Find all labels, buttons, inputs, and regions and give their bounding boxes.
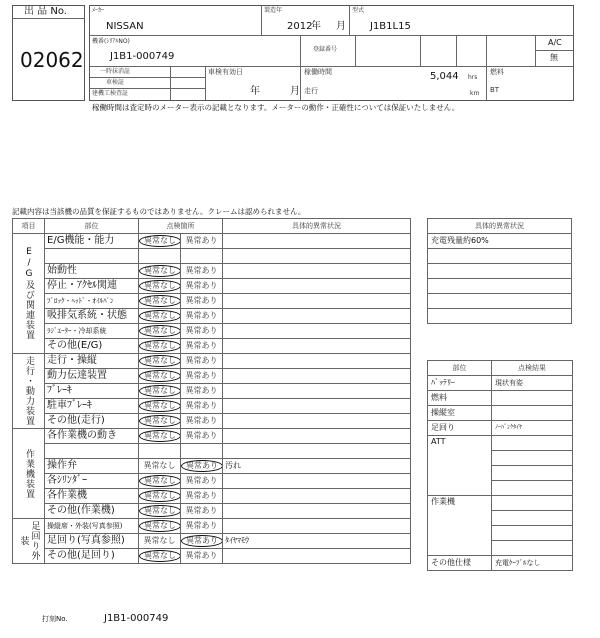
part-cell	[45, 249, 139, 264]
detail-cell	[223, 249, 411, 264]
part-cell: その他(E/G)	[45, 339, 139, 354]
abnormal-mark-cell	[181, 519, 223, 534]
abnormal-mark-cell	[181, 429, 223, 444]
side-detail-row	[428, 279, 572, 294]
side-detail-row	[428, 249, 572, 264]
abnormal-label: 異常あり	[185, 521, 218, 530]
part-cell: 足回り(写真参照)	[45, 534, 139, 549]
abnormal-label: 異常あり	[185, 386, 218, 395]
stamp-label: 打刻No.	[42, 615, 68, 623]
maker-label: ﾒｰｶｰ	[92, 7, 105, 14]
ac-label: A/C	[548, 38, 562, 47]
category-cell: 走行・動力装置	[13, 354, 45, 429]
inspection-header-row	[13, 219, 411, 234]
side-part-undercarriage: 足回り	[428, 421, 492, 436]
detail-cell	[223, 489, 411, 504]
abnormal-mark-cell	[181, 339, 223, 354]
abnormal-mark-cell	[181, 384, 223, 399]
normal-mark-cell	[139, 444, 181, 459]
table-row	[13, 309, 411, 324]
abnormal-mark-cell	[181, 474, 223, 489]
side-detail-header: 具体的異常状況	[428, 219, 572, 234]
abnormal-circled-mark: 異常あり	[181, 535, 223, 547]
part-cell: 各ｼﾘﾝﾀﾞｰ	[45, 474, 139, 489]
part-cell: E/G機能・能力	[45, 234, 139, 249]
detail-cell: 汚れ	[223, 459, 411, 474]
expiry-year-unit: 年	[250, 86, 260, 97]
category-cell: 足回り外装	[13, 519, 45, 564]
detail-cell	[223, 444, 411, 459]
part-cell: ﾌﾞﾛｯｸ・ﾍｯﾄﾞ・ｵｲﾙﾊﾟﾝ	[45, 294, 139, 309]
side-part-cab: 操縦室	[428, 406, 492, 421]
model-label: 型式	[352, 7, 365, 14]
hours-disclaimer: 稼働時間は査定時のメーター表示の記載となります。メーターの動作・正確性については保証いたしません。	[92, 103, 460, 112]
side-parts-table	[427, 360, 573, 571]
travel-label: 走行	[304, 87, 318, 95]
normal-mark-cell	[139, 309, 181, 324]
side-result-cab	[492, 406, 573, 421]
table-row	[13, 534, 411, 549]
inspection-table	[12, 218, 411, 564]
abnormal-label: 異常あり	[185, 311, 218, 320]
detail-cell	[223, 504, 411, 519]
side-result-header: 点検結果	[492, 361, 573, 376]
normal-circled-mark: 異常なし	[139, 520, 181, 532]
table-row	[13, 249, 411, 264]
detail-cell	[223, 519, 411, 534]
normal-mark-cell	[139, 249, 181, 264]
abnormal-label: 異常あり	[185, 296, 218, 305]
normal-label: 異常なし	[143, 536, 176, 545]
table-row	[13, 354, 411, 369]
serial-value: J1B1-000749	[110, 51, 175, 62]
normal-circled-mark: 異常なし	[139, 385, 181, 397]
normal-mark-cell	[139, 339, 181, 354]
table-row	[13, 444, 411, 459]
year-unit: 年	[311, 21, 321, 32]
part-cell: 各作業機の動き	[45, 429, 139, 444]
year-value: 2012	[287, 21, 313, 32]
normal-circled-mark: 異常なし	[139, 430, 181, 442]
abnormal-mark-cell	[181, 414, 223, 429]
part-cell: 操縦席・外装(写真参照)	[45, 519, 139, 534]
abnormal-mark-cell	[181, 489, 223, 504]
abnormal-mark-cell	[181, 534, 223, 549]
normal-label: 異常なし	[143, 461, 176, 470]
detail-cell	[223, 549, 411, 564]
side-part-fuel: 燃料	[428, 391, 492, 406]
normal-mark-cell	[139, 264, 181, 279]
maker-value: NISSAN	[106, 21, 144, 32]
normal-mark-cell	[139, 294, 181, 309]
abnormal-label: 異常あり	[185, 551, 218, 560]
normal-mark-cell	[139, 504, 181, 519]
detail-cell	[223, 384, 411, 399]
table-row	[13, 384, 411, 399]
normal-mark-cell	[139, 414, 181, 429]
check-header: 点検箇所	[139, 219, 223, 234]
part-header: 部位	[45, 219, 139, 234]
abnormal-label: 異常あり	[185, 326, 218, 335]
travel-unit: km	[470, 90, 480, 97]
abnormal-mark-cell	[181, 249, 223, 264]
side-result-other-spec: 充電ｹｰﾌﾞﾙなし	[492, 556, 573, 571]
part-cell: 停止・ｱｸｾﾙ関連	[45, 279, 139, 294]
hours-label: 稼働時間	[304, 68, 332, 76]
part-cell: 操作弁	[45, 459, 139, 474]
part-cell: ﾌﾞﾚｰｷ	[45, 384, 139, 399]
table-row	[13, 549, 411, 564]
table-row	[13, 519, 411, 534]
normal-mark-cell	[139, 429, 181, 444]
normal-mark-cell	[139, 489, 181, 504]
detail-cell	[223, 414, 411, 429]
part-cell	[45, 444, 139, 459]
side-part-battery: ﾊﾞｯﾃﾘｰ	[428, 376, 492, 391]
side-detail-row: 充電残量約60%	[428, 234, 572, 249]
part-cell: 動力伝達装置	[45, 369, 139, 384]
cert-label-construction: 建機工検査証	[92, 90, 129, 97]
side-detail-row	[428, 294, 572, 309]
table-row	[13, 339, 411, 354]
normal-circled-mark: 異常なし	[139, 550, 181, 562]
normal-circled-mark: 異常なし	[139, 325, 181, 337]
side-detail-table	[427, 218, 572, 324]
fuel-label: 燃料	[490, 68, 504, 76]
normal-circled-mark: 異常なし	[139, 295, 181, 307]
normal-mark-cell	[139, 279, 181, 294]
detail-cell	[223, 474, 411, 489]
table-row	[13, 459, 411, 474]
normal-mark-cell	[139, 234, 181, 249]
normal-mark-cell	[139, 549, 181, 564]
part-cell: その他(走行)	[45, 414, 139, 429]
part-cell: ﾗｼﾞｴｰﾀｰ・冷却系統	[45, 324, 139, 339]
table-row	[13, 234, 411, 249]
abnormal-mark-cell	[181, 459, 223, 474]
detail-cell	[223, 339, 411, 354]
normal-mark-cell	[139, 369, 181, 384]
hours-unit: hrs	[468, 74, 478, 81]
detail-cell	[223, 294, 411, 309]
cert-label-temp-deregistration: 一時抹消証	[100, 68, 131, 75]
part-cell: その他(作業機)	[45, 504, 139, 519]
normal-mark-cell	[139, 459, 181, 474]
part-cell: その他(足回り)	[45, 549, 139, 564]
abnormal-mark-cell	[181, 369, 223, 384]
side-result-fuel	[492, 391, 573, 406]
table-row	[13, 414, 411, 429]
abnormal-label: 異常あり	[185, 431, 218, 440]
side-result-undercarriage: ﾉｰﾊﾟﾝｸﾀｲﾔ	[492, 421, 573, 436]
normal-circled-mark: 異常なし	[139, 340, 181, 352]
detail-header: 具体的異常状況	[223, 219, 411, 234]
detail-cell	[223, 324, 411, 339]
table-row	[13, 279, 411, 294]
normal-mark-cell	[139, 474, 181, 489]
detail-cell	[223, 369, 411, 384]
abnormal-mark-cell	[181, 309, 223, 324]
abnormal-label: 異常あり	[185, 236, 218, 245]
side-part-header: 部位	[428, 361, 492, 376]
table-row	[13, 504, 411, 519]
table-row	[13, 324, 411, 339]
abnormal-mark-cell	[181, 264, 223, 279]
normal-circled-mark: 異常なし	[139, 265, 181, 277]
detail-cell	[223, 279, 411, 294]
abnormal-circled-mark: 異常あり	[181, 460, 223, 472]
table-row	[13, 474, 411, 489]
abnormal-label: 異常あり	[185, 476, 218, 485]
part-cell: 始動性	[45, 264, 139, 279]
abnormal-label: 異常あり	[185, 356, 218, 365]
normal-mark-cell	[139, 534, 181, 549]
abnormal-label: 異常あり	[185, 281, 218, 290]
category-cell: 作業機装置	[13, 429, 45, 519]
detail-cell	[223, 399, 411, 414]
normal-mark-cell	[139, 519, 181, 534]
normal-circled-mark: 異常なし	[139, 400, 181, 412]
table-row	[13, 369, 411, 384]
quality-disclaimer: 記載内容は当該機の品質を保証するものではありません。クレームは認められません。	[12, 207, 306, 216]
year-label: 製造年	[264, 7, 283, 14]
abnormal-mark-cell	[181, 504, 223, 519]
detail-cell	[223, 429, 411, 444]
normal-circled-mark: 異常なし	[139, 235, 181, 247]
month-unit: 月	[336, 21, 346, 32]
abnormal-mark-cell	[181, 549, 223, 564]
abnormal-label: 異常あり	[185, 266, 218, 275]
normal-circled-mark: 異常なし	[139, 355, 181, 367]
part-cell: 走行・操縦	[45, 354, 139, 369]
abnormal-label: 異常あり	[185, 506, 218, 515]
lot-label: 出 品 No.	[24, 6, 67, 17]
part-cell: 駐車ﾌﾞﾚｰｷ	[45, 399, 139, 414]
abnormal-mark-cell	[181, 444, 223, 459]
side-part-other-spec: その他仕様	[428, 556, 492, 571]
detail-cell	[223, 264, 411, 279]
cert-label-inspection: 車検証	[106, 79, 125, 86]
model-value: J1B1L15	[370, 21, 411, 32]
table-row	[13, 489, 411, 504]
side-detail-row	[428, 264, 572, 279]
ac-value: 無	[550, 53, 558, 62]
normal-circled-mark: 異常なし	[139, 370, 181, 382]
normal-circled-mark: 異常なし	[139, 475, 181, 487]
detail-cell	[223, 234, 411, 249]
abnormal-mark-cell	[181, 324, 223, 339]
normal-mark-cell	[139, 324, 181, 339]
normal-circled-mark: 異常なし	[139, 415, 181, 427]
abnormal-label: 異常あり	[185, 371, 218, 380]
normal-circled-mark: 異常なし	[139, 490, 181, 502]
expiry-month-unit: 月	[290, 86, 300, 97]
fuel-value: BT	[490, 86, 500, 94]
table-row	[13, 294, 411, 309]
part-cell: 吸排気系統・状態	[45, 309, 139, 324]
detail-cell: ﾀｲﾔﾏﾓｳ	[223, 534, 411, 549]
category-cell: E/G及び関連装置	[13, 234, 45, 354]
normal-mark-cell	[139, 399, 181, 414]
normal-circled-mark: 異常なし	[139, 310, 181, 322]
side-detail-row	[428, 309, 572, 324]
abnormal-mark-cell	[181, 354, 223, 369]
category-header: 項目	[13, 219, 45, 234]
registration-label: 登録番号	[313, 46, 338, 53]
normal-circled-mark: 異常なし	[139, 505, 181, 517]
normal-circled-mark: 異常なし	[139, 280, 181, 292]
abnormal-label: 異常あり	[185, 416, 218, 425]
normal-mark-cell	[139, 384, 181, 399]
detail-cell	[223, 354, 411, 369]
part-cell: 各作業機	[45, 489, 139, 504]
table-row	[13, 399, 411, 414]
abnormal-mark-cell	[181, 399, 223, 414]
abnormal-label: 異常あり	[185, 491, 218, 500]
table-row	[13, 264, 411, 279]
normal-mark-cell	[139, 354, 181, 369]
abnormal-label: 異常あり	[185, 401, 218, 410]
abnormal-label: 異常あり	[185, 341, 218, 350]
hours-value: 5,044	[430, 71, 459, 82]
detail-cell	[223, 309, 411, 324]
stamp-value: J1B1-000749	[104, 613, 169, 624]
inspection-expiry-label: 車検有効日	[208, 68, 243, 76]
side-result-battery: 現状有姿	[492, 376, 573, 391]
abnormal-mark-cell	[181, 279, 223, 294]
side-part-att: ATT	[428, 436, 492, 496]
side-part-work-machine: 作業機	[428, 496, 492, 556]
abnormal-mark-cell	[181, 234, 223, 249]
serial-label: 機番(ｼﾘｱﾙNO)	[92, 38, 130, 45]
lot-number: 02062	[20, 48, 84, 72]
abnormal-mark-cell	[181, 294, 223, 309]
table-row	[13, 429, 411, 444]
